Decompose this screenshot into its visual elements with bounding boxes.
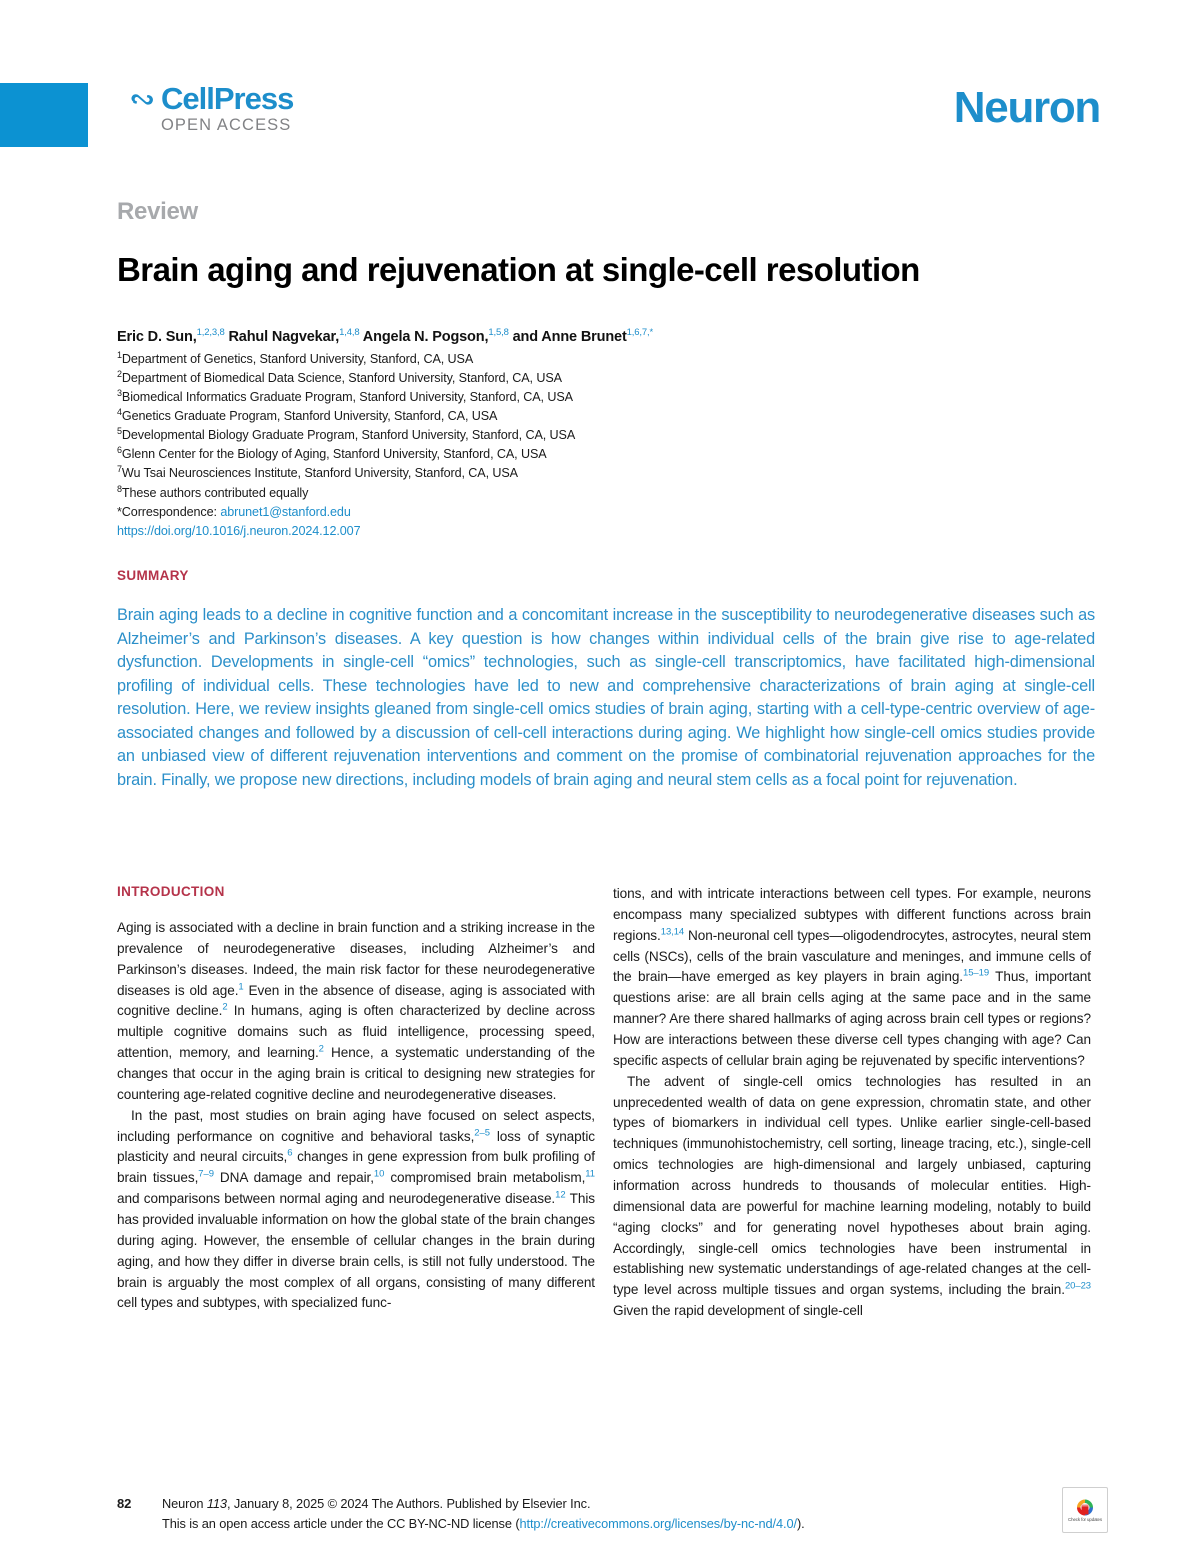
doi-link[interactable]: https://doi.org/10.1016/j.neuron.2024.12.007 (117, 523, 361, 538)
affiliation-marker: 5 (117, 426, 122, 437)
affiliation-item (117, 445, 1047, 464)
affiliation-text: Wu Tsai Neurosciences Institute, Stanford University, Stanford, CA, USA (121, 466, 518, 481)
page-title: Brain aging and rejuvenation at single-cell resolution (117, 251, 920, 289)
correspondence-email-link[interactable]: abrunet1@stanford.edu (220, 504, 351, 519)
author-list: Eric D. Sun,$^{1,2,3,8}$ Rahul Nagvekar,$^{1,4,8}$ Angela N. Pogson,$^{1,5,8}$ and Anne Brunet$^{1,6,7,*}$ (117, 327, 654, 345)
affiliation-marker: 1 (117, 349, 122, 360)
footer-citation: Neuron 113, January 8, 2025 © 2024 The Authors. Published by Elsevier Inc. (162, 1496, 591, 1511)
crossmark-label: Check for updates (1068, 1516, 1102, 1522)
doi-line[interactable] (117, 522, 1047, 541)
affiliation-text: Glenn Center for the Biology of Aging, Stanford University, Stanford, CA, USA (121, 447, 547, 462)
body-column-right: tions, and with intricate interactions between cell types. For example, neurons encompass many specialized subtypes with different functions across brain regions.$^{13,14}$ Non-neuronal cell types—oligodendrocytes, astrocytes, neural stem cells (NSCs), cells of the brain vasculature and meninges, and immune cells of the brain—have emerged as key players in brain aging.$^{15-19}$ Thus, important questions arise: are all brain cells aging at the same pace and in the same manner? Are there shared hallmarks of aging across brain cell types or regions? How are interactions between these diverse cell types changing with age? Can specific aspects of cellular brain aging be rejuvenated by specific interventions? The advent of single-cell omics technologies has resulted in an unprecedented wealth of data on gene expression, chromatin state, and other types of biomarkers in individual cell types. Unlike earlier single-cell-based techniques (immunohistochemistry, cell sorting, lineage tracing, etc.), single-cell omics technologies are high-dimensional and largely unbiased, capturing information across hundreds to thousands of molecular entities. High-dimensional data are powerful for machine learning modeling, notably to build “aging clocks” and for generating novel hypotheses about brain aging. Accordingly, single-cell omics technologies have been instrumental in establishing new systematic understandings of age-related changes at the cell-type level across multiple tissues and organ systems, including the brain.$^{20-23}$ Given the rapid development of single-cell (613, 886, 1091, 1319)
affiliation-item (117, 369, 1047, 388)
cellpress-mark-icon (128, 86, 154, 112)
affiliation-item (117, 464, 1047, 483)
affiliation-item (117, 407, 1047, 426)
footer-license (162, 1514, 1077, 1534)
brand-color-block (0, 83, 88, 147)
affiliation-marker: 6 (117, 445, 122, 456)
journal-logo: Neuron (953, 83, 1100, 132)
affiliation-item (117, 350, 1047, 369)
affiliation-list (117, 350, 1047, 541)
affiliation-item (117, 426, 1047, 445)
affiliation-lines (117, 350, 1047, 503)
cellpress-logo[interactable] (128, 83, 428, 134)
affiliation-marker: 8 (117, 483, 122, 494)
affiliation-item (117, 484, 1047, 503)
summary-text: Brain aging leads to a decline in cognitive function and a concomitant increase in the susceptibility to neurodegenerative diseases such as Alzheimer’s and Parkinson’s diseases. A key question is how changes within individual cells of the brain give rise to age-related dysfunction. Developments in single-cell “omics” technologies, such as single-cell transcriptomics, have facilitated high-dimensional profiling of individual cells. These technologies have led to new and comprehensive characterizations of brain aging at single-cell resolution. Here, we review insights gleaned from single-cell omics studies of brain aging, starting with a cell-type-centric overview of age-associated changes and followed by a discussion of cell-cell interactions during aging. We highlight how single-cell omics studies provide an unbiased view of different rejuvenation interventions and comment on the promise of combinatorial rejuvenation approaches for the brain. Finally, we propose new directions, including models of brain aging and neural stem cells as a focal point for rejuvenation. (117, 606, 1095, 789)
page-number: 82 (117, 1496, 132, 1511)
correspondence-line (117, 503, 1047, 522)
masthead (0, 83, 1200, 153)
license-prefix: This is an open access article under the CC BY-NC-ND license ( (162, 1515, 520, 1531)
summary-heading: SUMMARY (117, 568, 189, 583)
correspondence-label: *Correspondence: (117, 504, 217, 519)
body-column-left: Aging is associated with a decline in brain function and a striking increase in the prevalence of neurodegenerative diseases, including Alzheimer’s and Parkinson’s diseases. Indeed, the main risk factor for these neurodegenerative diseases is old age.$^1$ Even in the absence of disease, aging is associated with cognitive decline.$^2$ In humans, aging is often characterized by decline across multiple cognitive domains such as fluid intelligence, processing speed, attention, memory, and learning.$^2$ Hence, a systematic understanding of the changes that occur in the aging brain is critical to designing new strategies for countering age-related cognitive decline and neurodegenerative diseases. In the past, most studies on brain aging have focused on select aspects, including performance on cognitive and behavioral tasks,$^{2-5}$ loss of synaptic plasticity and neural circuits,$^6$ changes in gene expression from bulk profiling of brain tissues,$^{7-9}$ DNA damage and repair,$^{10}$ compromised brain metabolism,$^{11}$ and comparisons between normal aging and neurodegenerative disease.$^{12}$ This has provided invaluable information on how the global state of the brain changes during aging. However, the ensemble of cellular changes in the brain during aging, and how they differ in diverse brain cells, is still not fully understood. The brain is arguably the most complex of all organs, consisting of many different cell types and subtypes, with specialized func- (117, 920, 596, 1311)
article-type-label: Review (117, 198, 198, 225)
affiliation-marker: 3 (117, 387, 122, 398)
affiliation-text: Biomedical Informatics Graduate Program, Stanford University, Stanford, CA, USA (121, 390, 573, 405)
affiliation-text: Department of Genetics, Stanford University, Stanford, CA, USA (121, 352, 474, 366)
open-access-label: OPEN ACCESS (161, 116, 292, 134)
cellpress-wordmark: CellPress (161, 81, 294, 116)
license-link[interactable]: http://creativecommons.org/licenses/by-nc-nd/4.0/ (519, 1515, 797, 1531)
affiliation-text: These authors contributed equally (121, 485, 309, 500)
affiliation-marker: 4 (117, 407, 122, 418)
affiliation-text: Developmental Biology Graduate Program, Stanford University, Stanford, CA, USA (121, 428, 576, 443)
affiliation-text: Department of Biomedical Data Science, Stanford University, Stanford, CA, USA (121, 371, 562, 386)
affiliation-text: Genetics Graduate Program, Stanford University, Stanford, CA, USA (121, 409, 498, 424)
affiliation-marker: 7 (117, 464, 122, 475)
crossmark-icon (1074, 1498, 1096, 1516)
page-footer (117, 1494, 1077, 1534)
affiliation-marker: 2 (117, 368, 122, 379)
introduction-heading: INTRODUCTION (117, 884, 225, 899)
affiliation-item (117, 388, 1047, 407)
license-suffix: ). (796, 1515, 805, 1531)
crossmark-badge[interactable] (1062, 1487, 1108, 1533)
